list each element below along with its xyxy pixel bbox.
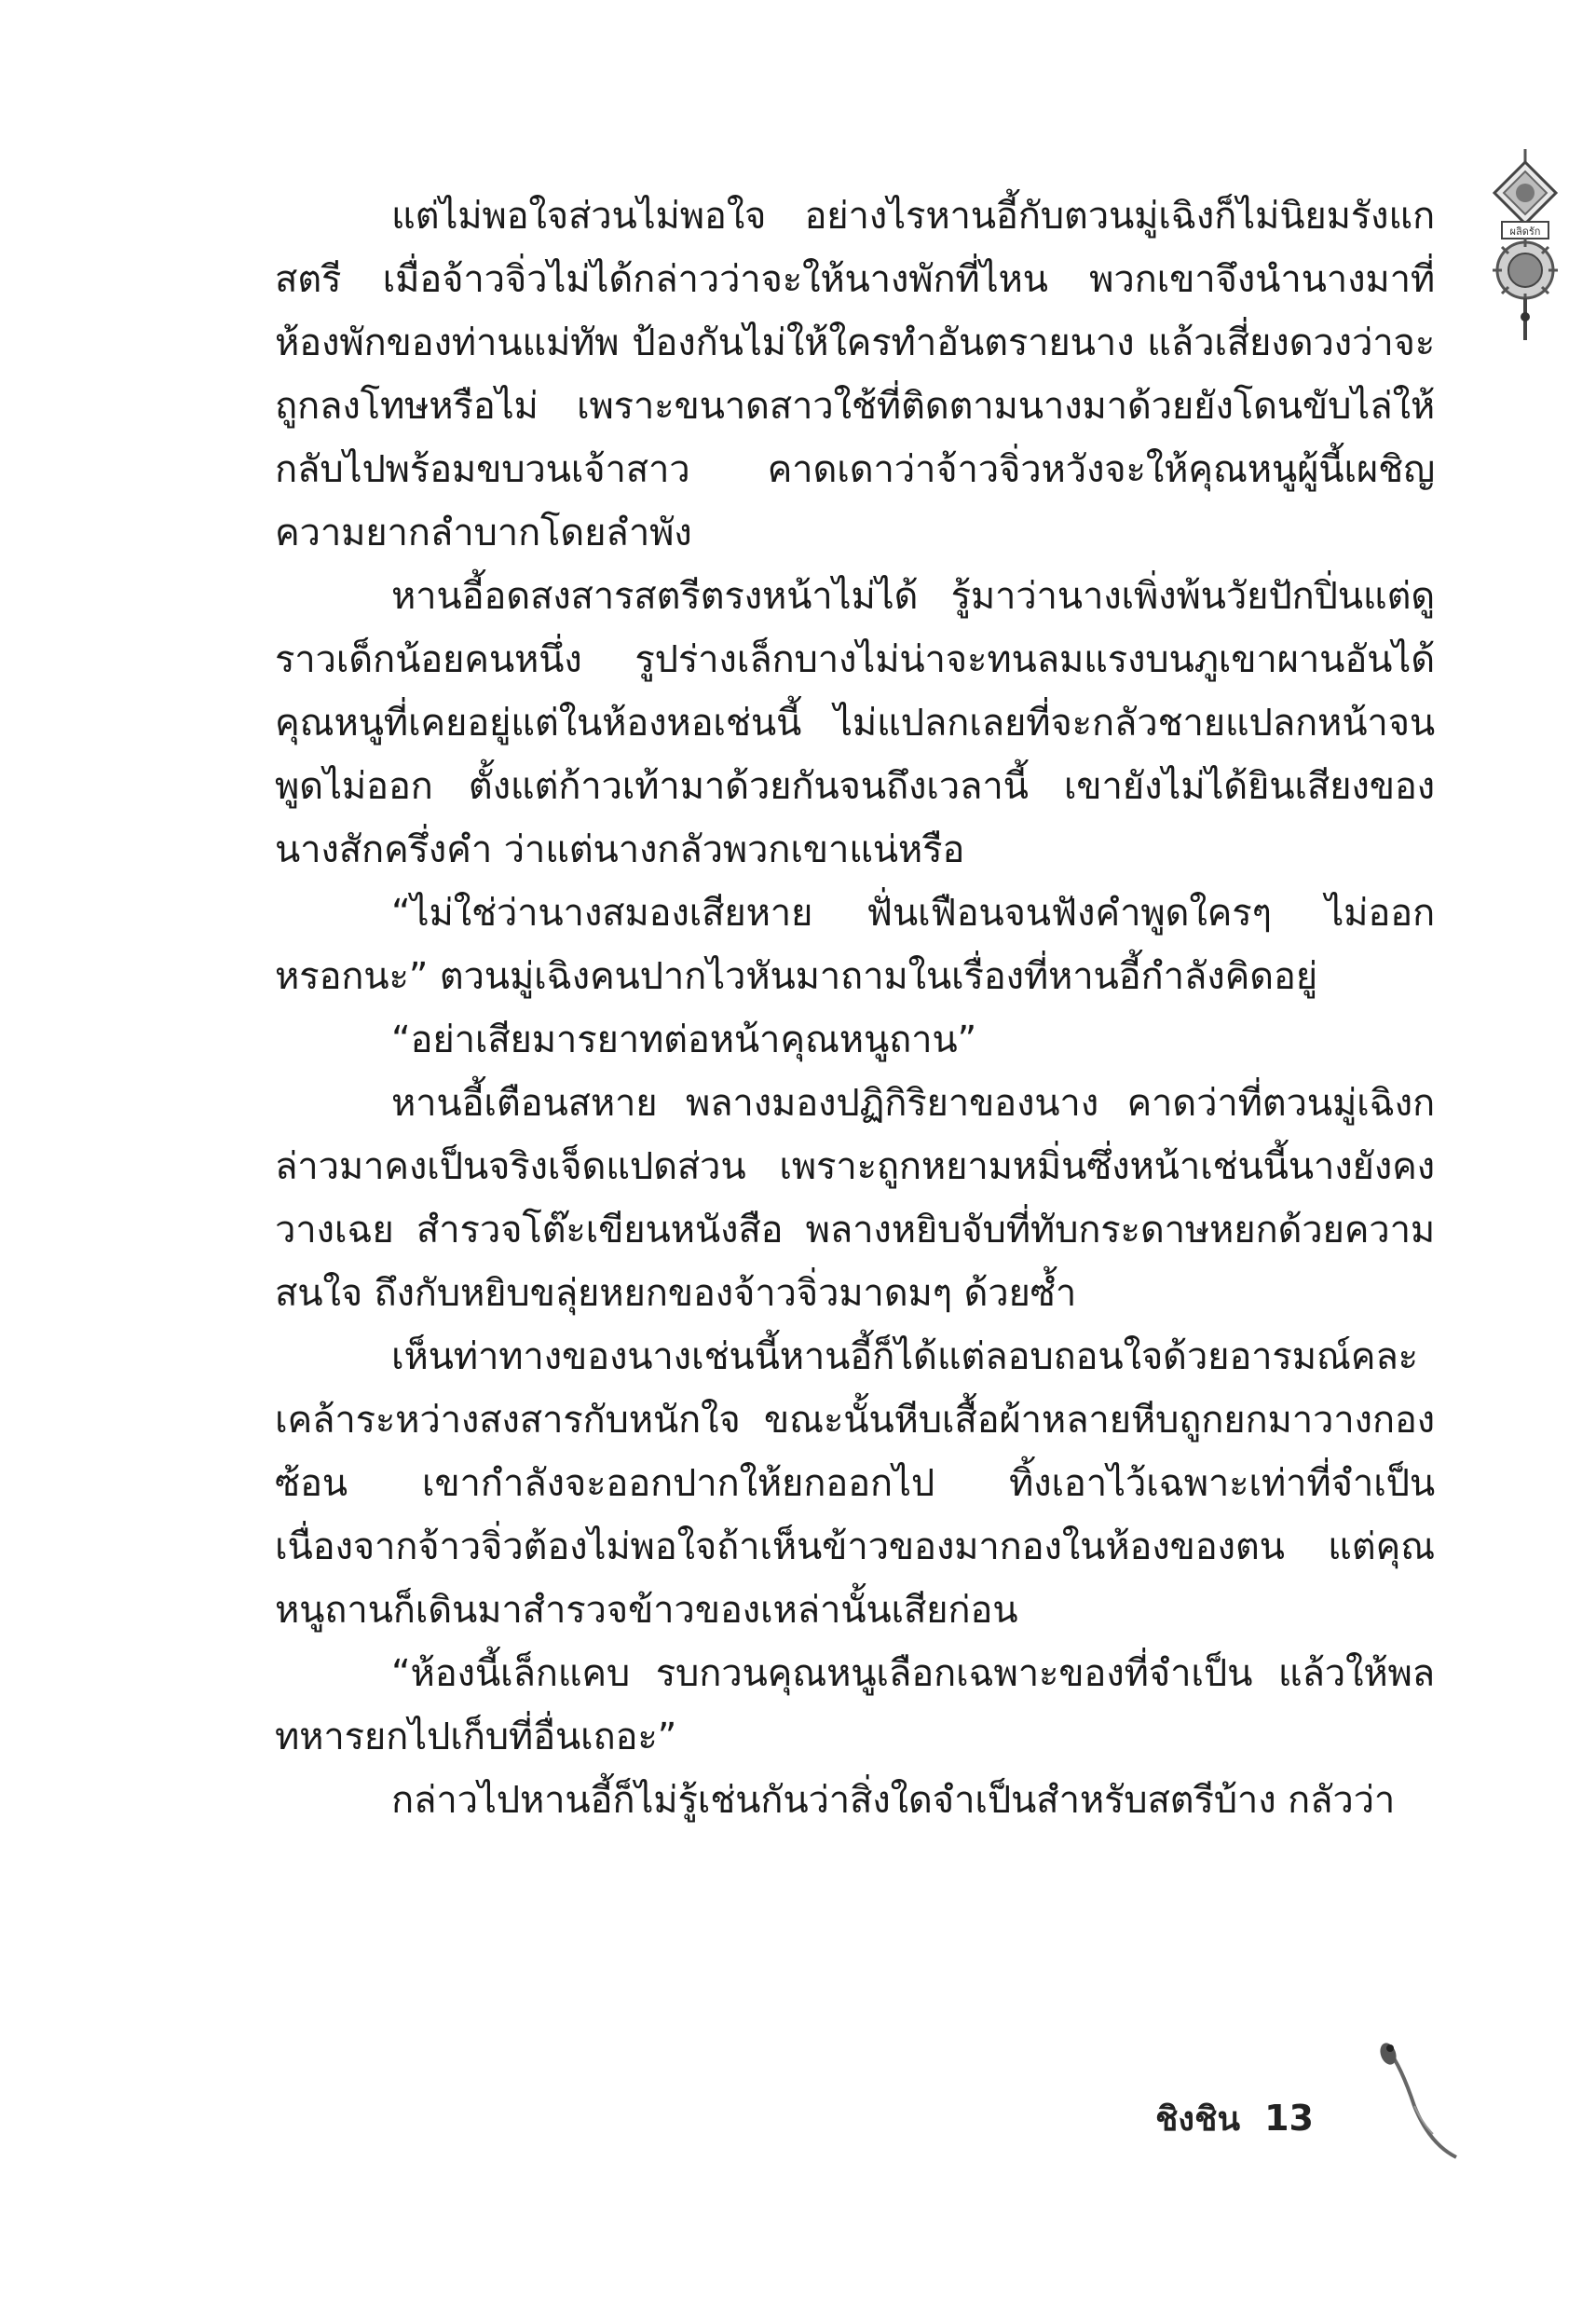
flower-ornament-icon xyxy=(1368,2041,1461,2162)
ornament-emblem-icon xyxy=(1474,149,1576,345)
book-title: ชิงชิน xyxy=(1155,2099,1241,2139)
ornament-label: ผลิดรัก xyxy=(1509,226,1541,238)
paragraph: “อย่าเสียมารยาทต่อหน้าคุณหนูถาน” xyxy=(391,1019,977,1061)
paragraph: เห็นท่าทางของนางเช่นนี้หานอี้ก็ได้แต่ลอบถอนใจด้วยอารมณ์คละเคล้าระหว่างสงสารกับหนักใจ ขณะนั้นหีบเสื้อผ้าหลายหีบถูกยกมาวางกองซ้อน เขากำลังจะออกปากให้ยกออกไป ทิ้งเอาไว้เฉพาะเท่าที่จำเป็นเนื่องจากจ้าวจิ่วต้องไม่พอใจถ้าเห็นข้าวของมากองในห้องของตน แต่คุณหนูถานก็เดินมาสำรวจข้าวของเหล่านั้นเสียก่อน xyxy=(275,1335,1435,1632)
paragraph: “ไม่ใช่ว่านางสมองเสียหาย ฟั่นเฟือนจนฟังคำพูดใครๆ ไม่ออกหรอกนะ” ตวนมู่เฉิงคนปากไวหันมาถามในเรื่องที่หานอี้กำลังคิดอยู่ xyxy=(275,892,1435,998)
paragraph: หานอี้เตือนสหาย พลางมองปฏิกิริยาของนาง คาดว่าที่ตวนมู่เฉิงกล่าวมาคงเป็นจริงเจ็ดแปดส่วน เพราะถูกหยามหมิ่นซึ่งหน้าเช่นนี้นางยังคงวางเฉย สำรวจโต๊ะเขียนหนังสือ พลางหยิบจับที่ทับกระดาษหยกด้วยความสนใจ ถึงกับหยิบขลุ่ยหยกของจ้าวจิ่วมาดมๆ ด้วยซ้ำ xyxy=(275,1082,1435,1315)
paragraph: “ห้องนี้เล็กแคบ รบกวนคุณหนูเลือกเฉพาะของที่จำเป็น แล้วให้พลทหารยกไปเก็บที่อื่นเถอะ” xyxy=(275,1652,1435,1758)
paragraph: กล่าวไปหานอี้ก็ไม่รู้เช่นกันว่าสิ่งใดจำเป็นสำหรับสตรีบ้าง กลัวว่า xyxy=(391,1779,1396,1822)
paragraph: แต่ไม่พอใจส่วนไม่พอใจ อย่างไรหานอี้กับตวนมู่เฉิงก็ไม่นิยมรังแกสตรี เมื่อจ้าวจิ่วไม่ได้กล่าวว่าจะให้นางพักที่ไหน พวกเขาจึงนำนางมาที่ห้องพักของท่านแม่ทัพ ป้องกันไม่ให้ใครทำอันตรายนาง แล้วเสี่ยงดวงว่าจะถูกลงโทษหรือไม่ เพราะขนาดสาวใช้ที่ติดตามนางมาด้วยยังโดนขับไล่ให้กลับไปพร้อมขบวนเจ้าสาว คาดเดาว่าจ้าวจิ่วหวังจะให้คุณหนูผู้นี้เผชิญความยากลำบากโดยลำพัง xyxy=(275,195,1435,554)
page-number: 13 xyxy=(1264,2098,1314,2139)
paragraph: หานอี้อดสงสารสตรีตรงหน้าไม่ได้ รู้มาว่านางเพิ่งพ้นวัยปักปิ่นแต่ดูราวเด็กน้อยคนหนึ่ง รูปร่างเล็กบางไม่น่าจะทนลมแรงบนภูเขาผานอันได้ คุณหนูที่เคยอยู่แต่ในห้องหอเช่นนี้ ไม่แปลกเลยที่จะกลัวชายแปลกหน้าจนพูดไม่ออก ตั้งแต่ก้าวเท้ามาด้วยกันจนถึงเวลานี้ เขายังไม่ได้ยินเสียงของนางสักครึ่งคำ ว่าแต่นางกลัวพวกเขาแน่หรือ xyxy=(275,575,1435,871)
page-footer xyxy=(1155,2092,1314,2145)
body-text xyxy=(275,185,1435,1832)
